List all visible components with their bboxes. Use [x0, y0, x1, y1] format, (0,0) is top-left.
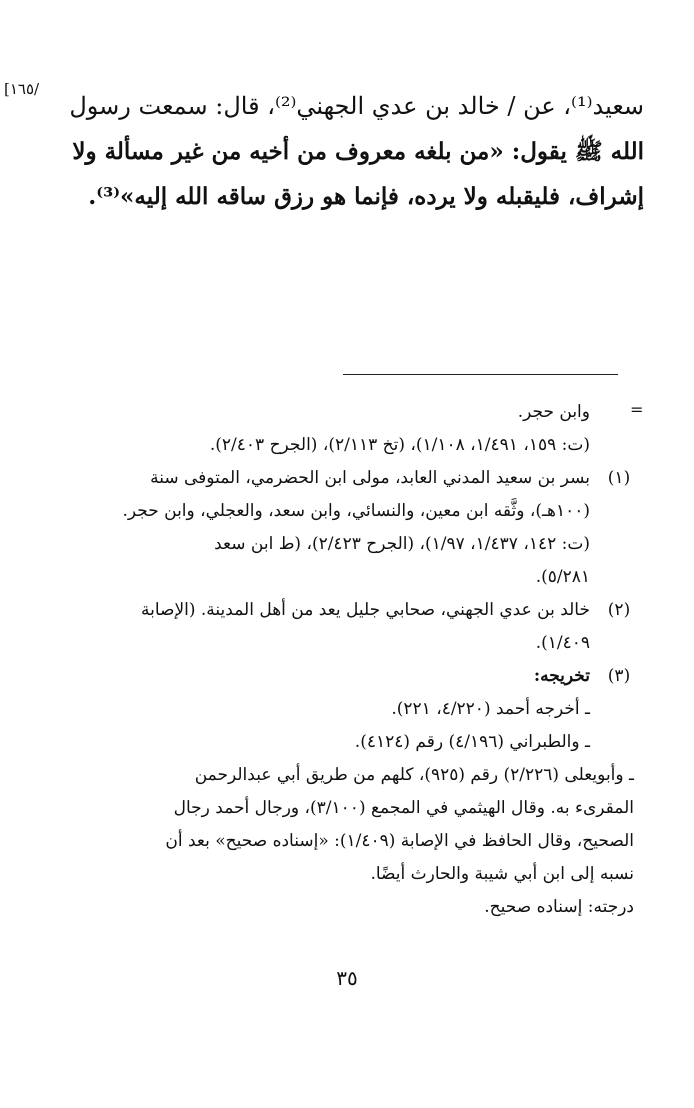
footnote-line	[44, 759, 634, 792]
page-number: ٣٥	[336, 966, 358, 990]
footnote-number: (٢)	[607, 600, 631, 620]
footnote-line	[44, 858, 634, 891]
footnote-text: ـ أخرجه أحمد (٤/٢٢٠، ٢٢١).	[391, 699, 590, 719]
footnote-text: نسبه إلى ابن أبي شيبة والحارث أيضًا.	[370, 864, 634, 884]
footnote-line	[44, 429, 634, 462]
main-line-2: الله ﷺ يقول: «من بلغه معروف من أخيه من غير مسألة ولا	[72, 138, 644, 165]
footnote-line	[44, 462, 634, 495]
main-text	[62, 84, 644, 219]
footnote-line	[44, 561, 634, 594]
footnote-heading: تخريجه:	[533, 666, 590, 686]
footnotes	[44, 396, 634, 924]
footnote-number: (٣)	[607, 666, 631, 686]
continuation-mark: =	[630, 400, 644, 419]
footnote-text: وابن حجر.	[517, 402, 590, 422]
footnote-line	[44, 792, 634, 825]
footnote-line	[44, 726, 634, 759]
footnote-text: (ت: ١٤٢، ١/٤٣٧، ١/٩٧)، (الجرح ٢/٤٢٣)، (ط ابن سعد	[214, 534, 590, 554]
footnote-line	[44, 594, 634, 627]
footnote-line	[44, 891, 634, 924]
footnote-line	[44, 396, 634, 429]
footnote-text: ١/٤٠٩).	[535, 633, 590, 653]
main-line-3: إشراف، فليقبله ولا يرده، فإنما هو رزق ساقه الله إليه»⁽³⁾.	[88, 183, 644, 210]
footnote-line	[44, 627, 634, 660]
footnote-divider	[343, 374, 618, 375]
footnote-text: المقرىء به. وقال الهيثمي في المجمع (٣/١٠٠)، ورجال أحمد رجال	[173, 798, 634, 818]
footnote-line	[44, 660, 634, 693]
page-marker: [١٦٥/	[4, 80, 40, 98]
footnote-text: درجته: إسناده صحيح.	[484, 897, 634, 917]
footnote-line	[44, 693, 634, 726]
footnote-text: ـ وأبويعلى (٢/٢٢٦) رقم (٩٢٥)، كلهم من طريق أبي عبدالرحمن	[194, 765, 634, 785]
footnote-line	[44, 528, 634, 561]
footnote-text: ٥/٢٨١).	[535, 567, 590, 587]
footnote-text: (١٠٠هـ)، وثَّقه ابن معين، والنسائي، وابن سعد، والعجلي، وابن حجر.	[122, 501, 590, 521]
footnote-text: ـ والطبراني (٤/١٩٦) رقم (٤١٢٤).	[354, 732, 590, 752]
main-line-1: سعيد⁽¹⁾، عن / خالد بن عدي الجهني⁽²⁾، قال: سمعت رسول	[69, 92, 644, 120]
footnote-text: (ت: ١٥٩، ١/٤٩١، ١/١٠٨)، (تخ ٢/١١٣)، (الجرح ٢/٤٠٣).	[209, 435, 590, 455]
footnote-text: خالد بن عدي الجهني، صحابي جليل يعد من أهل المدينة. (الإصابة	[140, 600, 590, 620]
footnote-line	[44, 825, 634, 858]
footnote-line	[44, 495, 634, 528]
footnote-text: بسر بن سعيد المدني العابد، مولى ابن الحضرمي، المتوفى سنة	[150, 468, 590, 488]
footnote-text: الصحيح، وقال الحافظ في الإصابة (١/٤٠٩): «إسناده صحيح» بعد أن	[165, 831, 634, 851]
footnote-number: (١)	[607, 468, 631, 488]
